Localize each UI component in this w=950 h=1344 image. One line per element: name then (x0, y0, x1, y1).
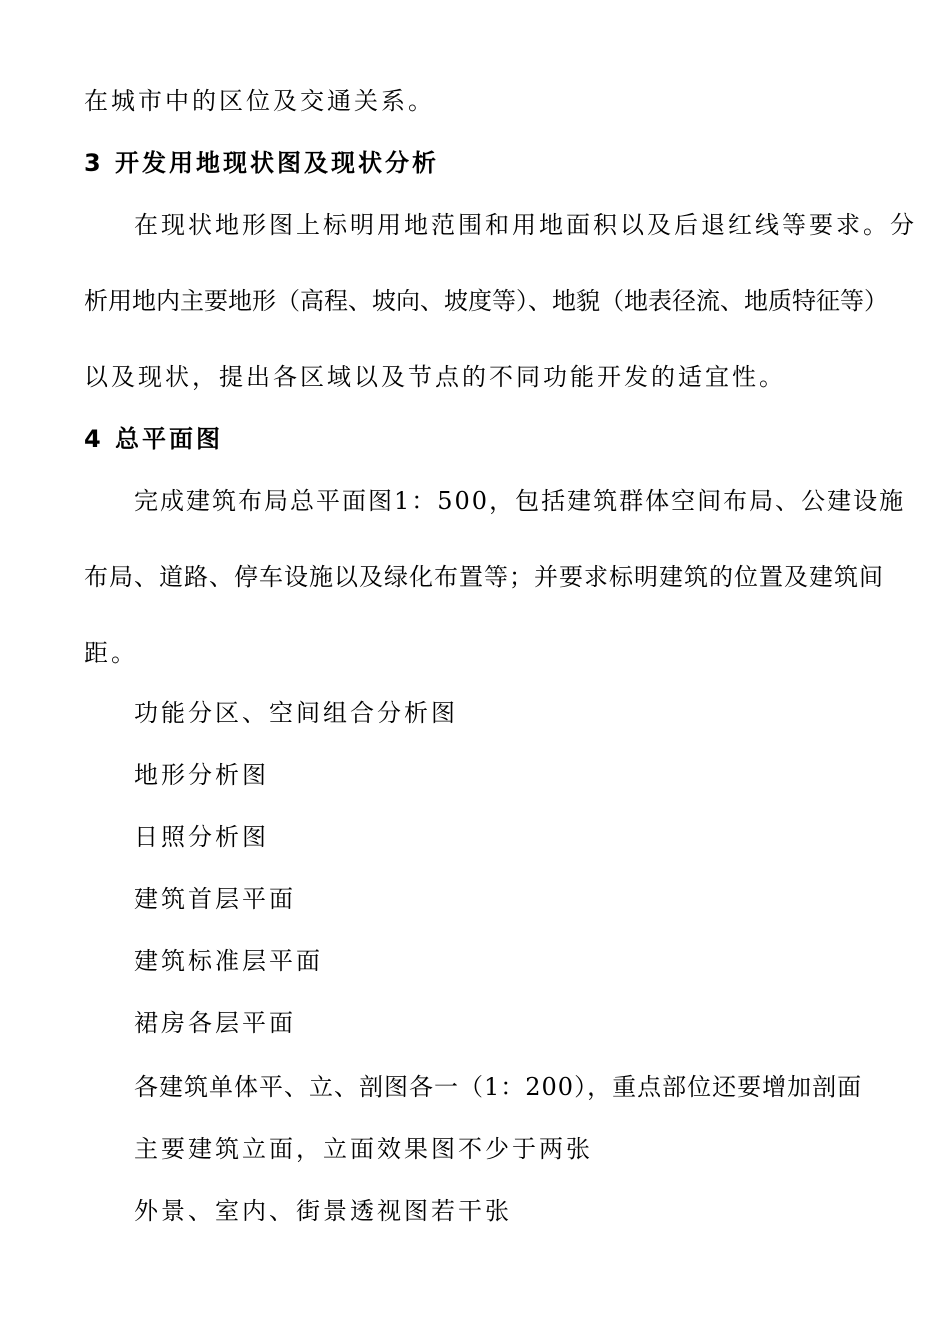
intro-tail-text: 在城市中的区位及交通关系。 (84, 87, 435, 115)
list-item: 地形分析图 (134, 761, 269, 789)
list-item: 建筑首层平面 (134, 885, 296, 913)
list-item: 日照分析图 (134, 823, 269, 851)
list-item: 主要建筑立面，立面效果图不少于两张 (134, 1135, 593, 1163)
section-3-heading: 3 开发用地现状图及现状分析 (84, 149, 440, 177)
section-4-paragraph-line: 布局、道路、停车设施以及绿化布置等；并要求标明建筑的位置及建筑间 (84, 563, 884, 591)
section-3-paragraph-line: 以及现状，提出各区域以及节点的不同功能开发的适宜性。 (84, 363, 786, 391)
list-item: 各建筑单体平、立、剖图各一（1：200），重点部位还要增加剖面 (134, 1073, 863, 1101)
section-4-paragraph-line: 完成建筑布局总平面图1：500，包括建筑群体空间布局、公建设施 (134, 487, 906, 515)
list-item: 功能分区、空间组合分析图 (134, 699, 458, 727)
section-4-heading: 4 总平面图 (84, 425, 224, 453)
list-item: 外景、室内、街景透视图若干张 (134, 1197, 512, 1225)
section-4-paragraph-line: 距。 (84, 639, 138, 667)
list-item: 建筑标准层平面 (134, 947, 323, 975)
section-3-paragraph-line: 在现状地形图上标明用地范围和用地面积以及后退红线等要求。分 (134, 211, 917, 239)
list-item: 裙房各层平面 (134, 1009, 296, 1037)
section-3-paragraph-line: 析用地内主要地形（高程、坡向、坡度等）、地貌（地表径流、地质特征等） (84, 287, 888, 315)
